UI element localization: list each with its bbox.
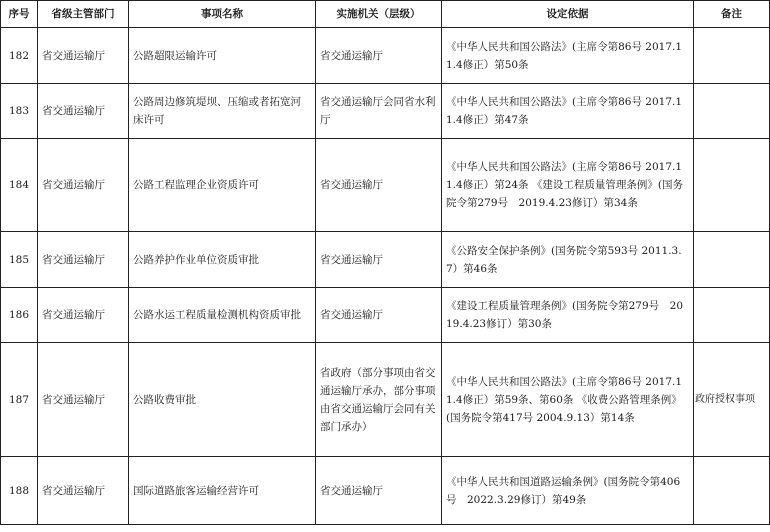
cell-note [694, 457, 770, 525]
cell-no: 184 [1, 139, 38, 232]
cell-agency: 省交通运输厅 [316, 288, 442, 343]
cell-basis: 《中华人民共和国公路法》(主席令第86号 2017.11.4修正）第50条 [442, 28, 694, 84]
table-row [1, 343, 770, 457]
cell-note [694, 28, 770, 84]
cell-no: 188 [1, 457, 38, 525]
cell-basis: 《中华人民共和国公路法》(主席令第86号 2017.11.4修正）第47条 [442, 84, 694, 139]
cell-no: 186 [1, 288, 38, 343]
cell-agency: 省政府（部分事项由省交通运输厅承办，部分事项由省交通运输厅会同有关部门承办） [316, 343, 442, 457]
cell-dept: 省交通运输厅 [38, 232, 129, 288]
cell-note: 政府授权事项 [694, 343, 770, 457]
cell-dept: 省交通运输厅 [38, 457, 129, 525]
cell-basis: 《公路安全保护条例》(国务院令第593号 2011.3.7）第46条 [442, 232, 694, 288]
header-agency: 实施机关（层级） [316, 1, 442, 28]
cell-item: 公路收费审批 [129, 343, 316, 457]
cell-agency: 省交通运输厅会同省水利厅 [316, 84, 442, 139]
cell-no: 183 [1, 84, 38, 139]
cell-agency: 省交通运输厅 [316, 139, 442, 232]
cell-dept: 省交通运输厅 [38, 288, 129, 343]
cell-item: 公路工程监理企业资质许可 [129, 139, 316, 232]
cell-no: 182 [1, 28, 38, 84]
header-basis: 设定依据 [442, 1, 694, 28]
table-row [1, 84, 770, 139]
cell-basis: 《中华人民共和国公路法》(主席令第86号 2017.11.4修正）第59条、第60条 《收费公路管理条例》(国务院令第417号 2004.9.13）第14条 [442, 343, 694, 457]
header-note: 备注 [694, 1, 770, 28]
cell-no: 185 [1, 232, 38, 288]
cell-agency: 省交通运输厅 [316, 232, 442, 288]
cell-no: 187 [1, 343, 38, 457]
cell-dept: 省交通运输厅 [38, 343, 129, 457]
cell-note [694, 84, 770, 139]
cell-item: 公路水运工程质量检测机构资质审批 [129, 288, 316, 343]
cell-agency: 省交通运输厅 [316, 457, 442, 525]
header-no: 序号 [1, 1, 38, 28]
cell-item: 公路超限运输许可 [129, 28, 316, 84]
cell-note [694, 139, 770, 232]
header-item: 事项名称 [129, 1, 316, 28]
header-dept: 省级主管部门 [38, 1, 129, 28]
table-row [1, 28, 770, 84]
cell-dept: 省交通运输厅 [38, 28, 129, 84]
table-row [1, 457, 770, 525]
cell-basis: 《建设工程质量管理条例》(国务院令第279号 2019.4.23修订）第30条 [442, 288, 694, 343]
cell-item: 公路周边修筑堤坝、压缩或者拓宽河床许可 [129, 84, 316, 139]
cell-agency: 省交通运输厅 [316, 28, 442, 84]
cell-item: 公路养护作业单位资质审批 [129, 232, 316, 288]
cell-basis: 《中华人民共和国公路法》(主席令第86号 2017.11.4修正）第24条 《建设工程质量管理条例》(国务院令第279号 2019.4.23修订）第34条 [442, 139, 694, 232]
cell-item: 国际道路旅客运输经营许可 [129, 457, 316, 525]
cell-basis: 《中华人民共和国道路运输条例》(国务院令第406号 2022.3.29修订）第49条 [442, 457, 694, 525]
table-row [1, 139, 770, 232]
cell-note [694, 288, 770, 343]
cell-dept: 省交通运输厅 [38, 139, 129, 232]
cell-dept: 省交通运输厅 [38, 84, 129, 139]
table-row [1, 288, 770, 343]
cell-note [694, 232, 770, 288]
table-row [1, 232, 770, 288]
table-header-row [1, 1, 770, 28]
